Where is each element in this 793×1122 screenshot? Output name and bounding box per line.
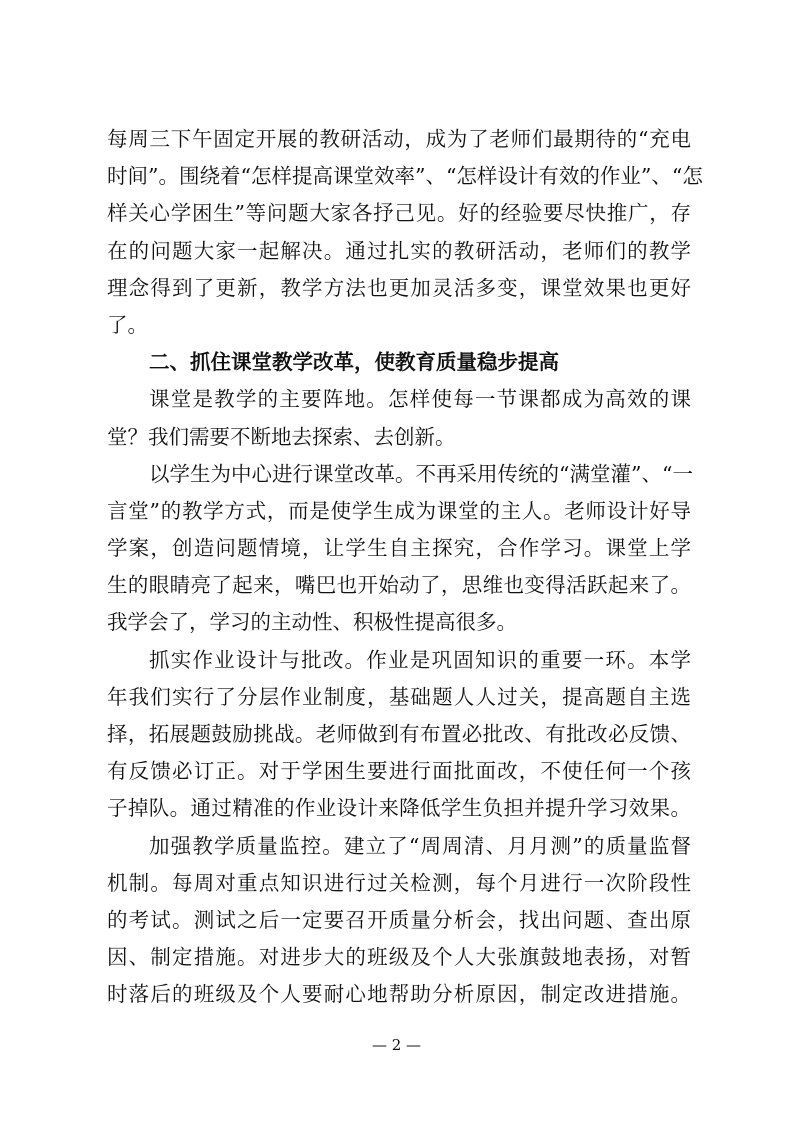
paragraph <box>107 456 691 642</box>
text-line: 了。 <box>107 312 148 337</box>
text-line: 我学会了，学习的主动性、积极性提高很多。 <box>107 610 517 635</box>
text-line: 抓实作业设计与批改。作业是巩固知识的重要一环。本学 <box>149 647 691 672</box>
paragraph <box>107 381 691 455</box>
text-line: 加强教学质量监控。建立了“周周清、月月测”的质量监督 <box>149 833 691 858</box>
text-line: 理念得到了更新，教学方法也更加灵活多变，课堂效果也更好 <box>107 275 691 300</box>
text-line: 在的问题大家一起解决。通过扎实的教研活动，老师们的教学 <box>107 238 691 263</box>
text-line: 每周三下午固定开展的教研活动，成为了老师们最期待的“充电 <box>107 127 691 151</box>
text-line: 课堂是教学的主要阵地。怎样使每一节课都成为高效的课 <box>149 387 691 412</box>
text-line: 择，拓展题鼓励挑战。老师做到有布置必批改、有批改必反馈、 <box>107 722 691 746</box>
text-line: 时落后的班级及个人要耐心地帮助分析原因，制定改进措施。 <box>107 982 691 1007</box>
paragraph <box>107 121 703 344</box>
text-line: 有反馈必订正。对于学困生要进行面批面改，不使任何一个孩 <box>107 759 691 784</box>
text-line: 言堂”的教学方式，而是使学生成为课堂的主人。老师设计好导 <box>107 498 691 523</box>
paragraph <box>107 828 691 1014</box>
text-line: 堂？我们需要不断地去探索、去创新。 <box>107 424 456 449</box>
text-line: 时间”。围绕着“怎样提高课堂效率”、“怎样设计有效的作业”、“怎 <box>107 164 703 189</box>
paragraph <box>107 642 691 828</box>
text-line: 学案，创造问题情境，让学生自主探究，合作学习。课堂上学 <box>107 536 691 561</box>
text-line: 年我们实行了分层作业制度，基础题人人过关，提高题自主选 <box>107 684 691 709</box>
text-line: 机制。每周对重点知识进行过关检测，每个月进行一次阶段性 <box>107 870 691 895</box>
document-body <box>107 121 703 1014</box>
page-number: — 2 — <box>371 1036 422 1054</box>
text-line: 样关心学困生”等问题大家各抒己见。好的经验要尽快推广，存 <box>107 201 691 226</box>
text-line: 子掉队。通过精准的作业设计来降低学生负担并提升学习效果。 <box>107 796 691 821</box>
text-line: 二、抓住课堂教学改革，使教育质量稳步提高 <box>149 350 559 375</box>
section-heading <box>107 344 691 381</box>
text-line: 生的眼睛亮了起来，嘴巴也开始动了，思维也变得活跃起来了。 <box>107 573 691 598</box>
text-line: 的考试。测试之后一定要召开质量分析会，找出问题、查出原 <box>107 907 691 932</box>
text-line: 以学生为中心进行课堂改革。不再采用传统的“满堂灌”、“一 <box>149 461 693 486</box>
text-line: 因、制定措施。对进步大的班级及个人大张旗鼓地表扬，对暂 <box>107 945 691 970</box>
